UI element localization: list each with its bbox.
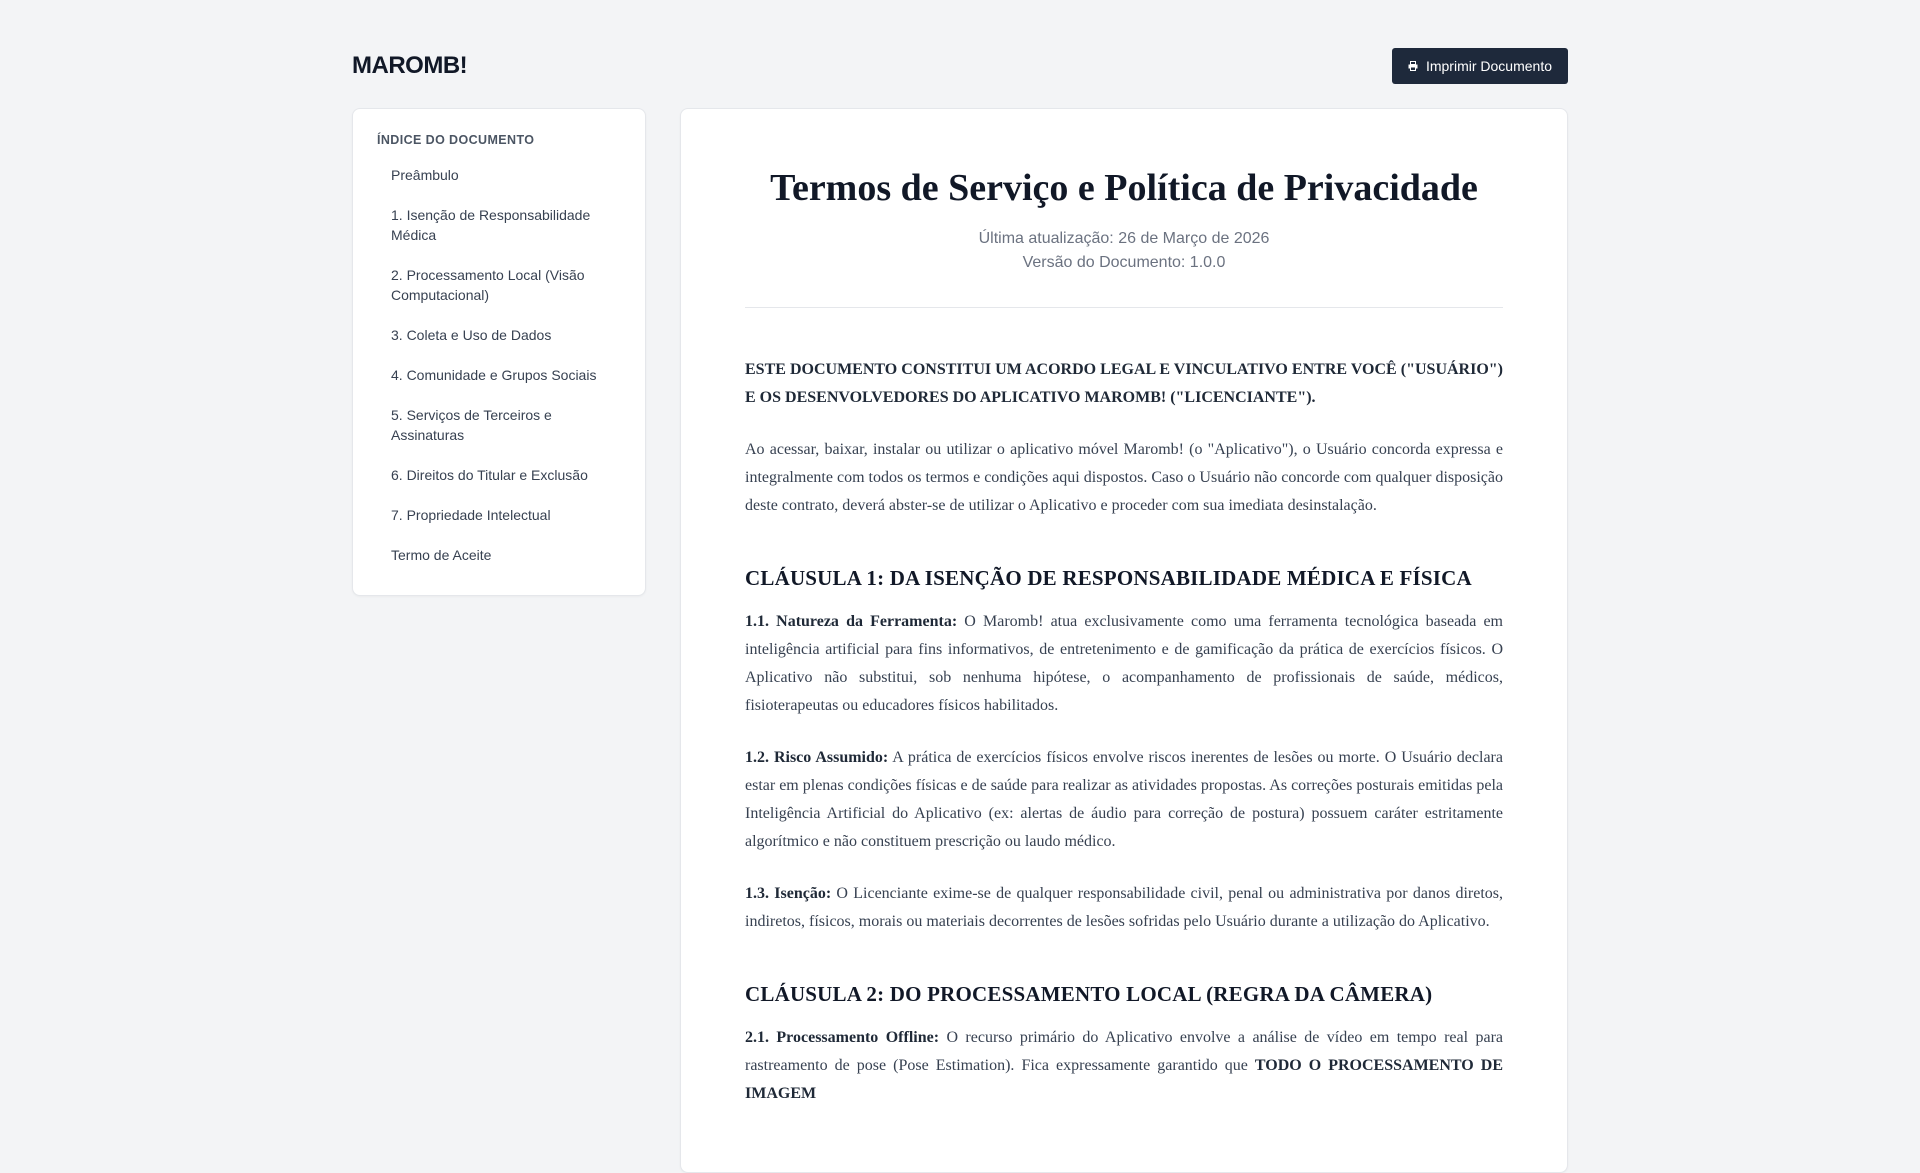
lead-paragraph: ESTE DOCUMENTO CONSTITUI UM ACORDO LEGAL E VINCULATIVO ENTRE VOCÊ ("USUÁRIO") E OS DESENVOLVEDORES DO APLICATIVO MAROMB! ("LICENCIANTE"). (745, 361, 1503, 406)
clause-1-3-text: O Licenciante exime-se de qualquer responsabilidade civil, penal ou administrativa por danos diretos, indiretos, físicos, morais ou materiais decorrentes de lesões sofridas pelo Usuário durante a utilização do Aplicativo. (745, 885, 1503, 930)
document-header (745, 167, 1503, 308)
clause-1-3-paragraph (745, 880, 1503, 936)
toc-item-2[interactable]: 2. Processamento Local (Visão Computacional) (391, 267, 585, 303)
clause-1-heading: CLÁUSULA 1: DA ISENÇÃO DE RESPONSABILIDADE MÉDICA E FÍSICA (745, 566, 1472, 590)
toc-item-termo-aceite[interactable]: Termo de Aceite (391, 547, 492, 563)
intro-paragraph: Ao acessar, baixar, instalar ou utilizar o aplicativo móvel Maromb! (o "Aplicativo"), o Usuário concorda expressa e integralmente com todos os termos e condições aqui dispostos. Caso o Usuário não concorde com qualquer disposição deste contrato, deverá abster-se de utilizar o Aplicativo e proceder com sua imediata desinstalação. (745, 441, 1503, 514)
print-document-button[interactable] (1392, 48, 1568, 84)
document-index-sidebar (352, 108, 646, 596)
document-title: Termos de Serviço e Política de Privacidade (770, 167, 1478, 209)
clause-2-1-text: O recurso primário do Aplicativo envolve a análise de vídeo em tempo real para rastreamento de pose (Pose Estimation). Fica expressamente garantido que (745, 1029, 1504, 1074)
toc-list (377, 165, 621, 565)
clause-2-1-emphasis: TODO O PROCESSAMENTO DE IMAGEM (745, 1057, 1503, 1102)
clause-2-heading: CLÁUSULA 2: DO PROCESSAMENTO LOCAL (REGRA DA CÂMERA) (745, 982, 1433, 1006)
top-bar (352, 48, 1568, 84)
clause-1-1-label: 1.1. Natureza da Ferramenta: (745, 613, 958, 630)
toc-item-7[interactable]: 7. Propriedade Intelectual (391, 507, 551, 523)
document-version: Versão do Documento: 1.0.0 (1022, 254, 1226, 271)
clause-1-2-label: 1.2. Risco Assumido: (745, 749, 889, 766)
printer-icon (1408, 61, 1418, 71)
clause-1-1-paragraph (745, 608, 1503, 720)
page-container (352, 0, 1568, 1173)
main-layout (352, 108, 1568, 1173)
last-updated: Última atualização: 26 de Março de 2026 (978, 230, 1270, 247)
toc-item-3[interactable]: 3. Coleta e Uso de Dados (391, 327, 552, 343)
toc-item-4[interactable]: 4. Comunidade e Grupos Sociais (391, 367, 597, 383)
clause-1-2-paragraph (745, 744, 1503, 856)
clause-2-1-paragraph (745, 1024, 1503, 1108)
toc-item-5[interactable]: 5. Serviços de Terceiros e Assinaturas (391, 407, 552, 443)
clause-1-1-text: O Maromb! atua exclusivamente como uma ferramenta tecnológica baseada em inteligência artificial para fins informativos, de entretenimento e de gamificação da prática de exercícios físicos. O Aplicativo não substitui, sob nenhuma hipótese, o acompanhamento de profissionais de saúde, médicos, fisioterapeutas ou educadores físicos habilitados. (745, 613, 1503, 714)
clause-1-2-text: A prática de exercícios físicos envolve riscos inerentes de lesões ou morte. O Usuário declara estar em plenas condições físicas e de saúde para realizar as atividades propostas. As correções posturais emitidas pela Inteligência Artificial do Aplicativo (ex: alertas de áudio para correção de postura) possuem caráter estritamente algorítmico e não constituem prescrição ou laudo médico. (745, 749, 1503, 850)
toc-item-1[interactable]: 1. Isenção de Responsabilidade Médica (391, 207, 591, 243)
clause-1-3-label: 1.3. Isenção: (745, 885, 832, 902)
document-content (680, 108, 1568, 1173)
clause-2-1-label: 2.1. Processamento Offline: (745, 1029, 940, 1046)
toc-item-6[interactable]: 6. Direitos do Titular e Exclusão (391, 467, 588, 483)
brand-logo[interactable]: MAROMB! (352, 52, 468, 79)
print-button-label: Imprimir Documento (1425, 58, 1552, 74)
sidebar-title: ÍNDICE DO DOCUMENTO (377, 133, 535, 147)
toc-item-preambulo[interactable]: Preâmbulo (391, 167, 459, 183)
